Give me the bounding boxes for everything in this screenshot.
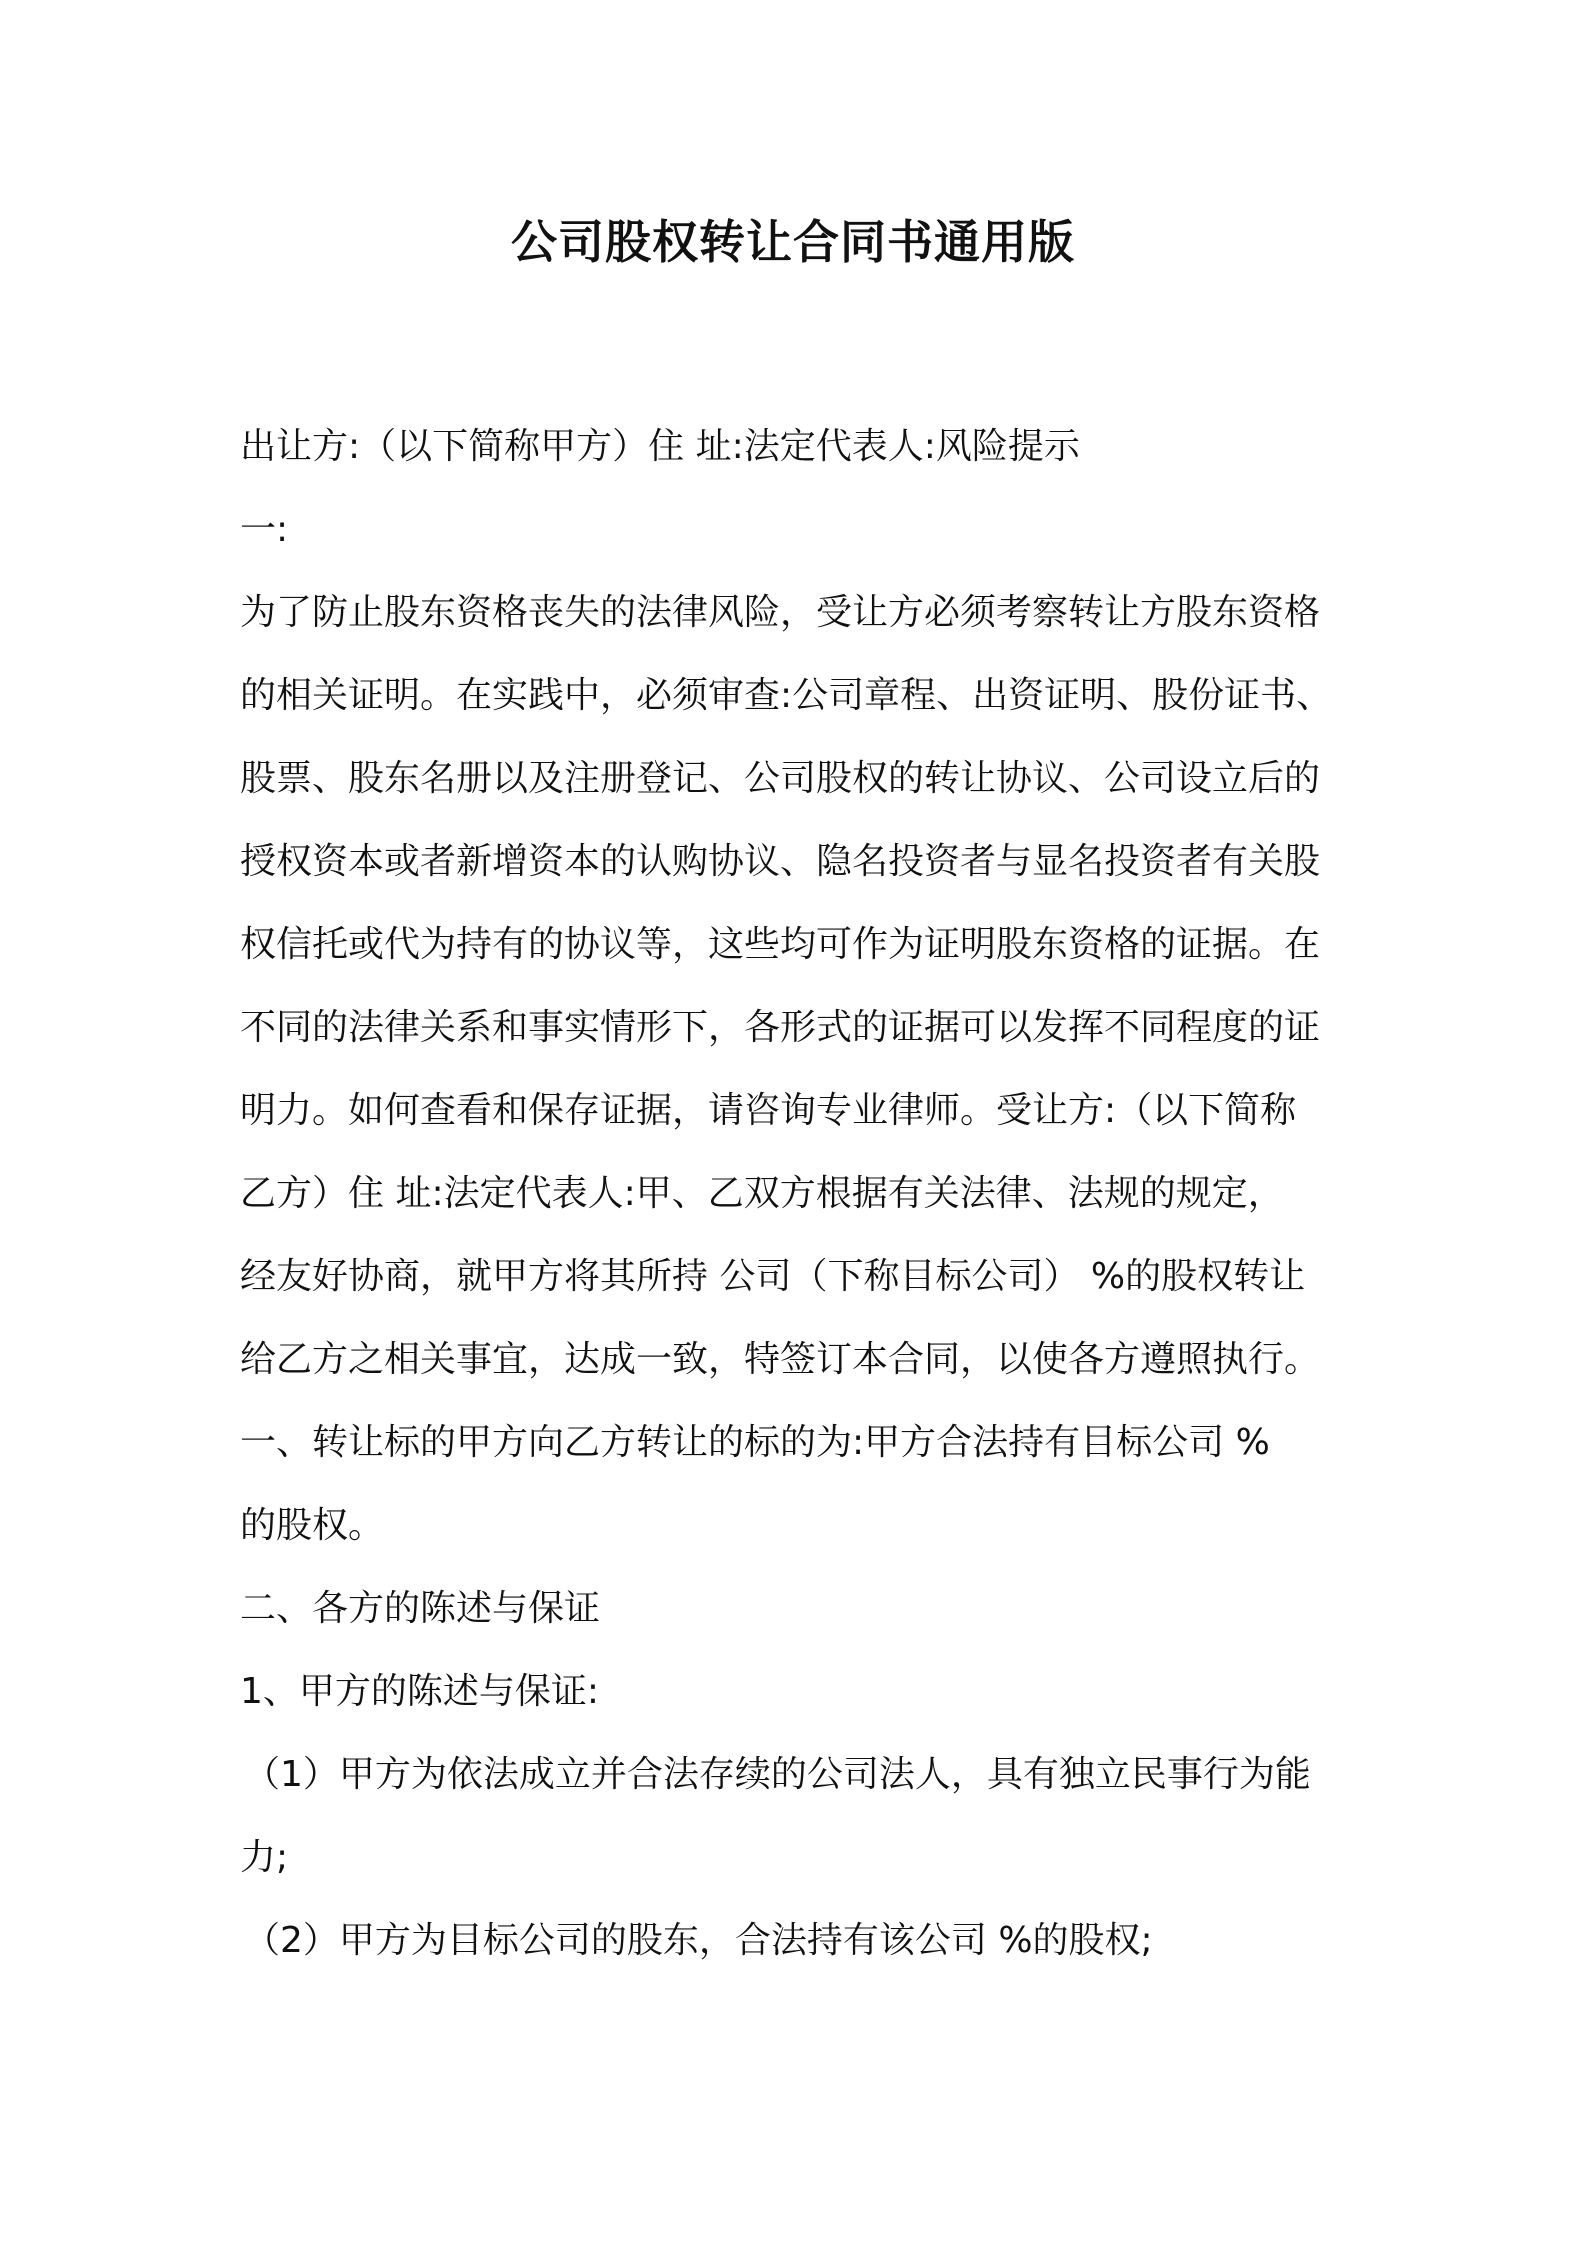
body-line-7: 权信托或代为持有的协议等，这些均可作为证明股东资格的证据。在: [240, 924, 1321, 965]
body-line-17: （1）甲方为依法成立并合法存续的公司法人，具有独立民事行为能: [244, 1754, 1311, 1795]
body-line-3: 为了防止股东资格丧失的法律风险，受让方必须考察转让方股东资格: [240, 592, 1321, 633]
body-line-18: 力;: [240, 1837, 289, 1878]
body-line-14: 的股权。: [240, 1505, 385, 1546]
body-line-9: 明力。如何查看和保存证据，请咨询专业律师。受让方:（以下简称: [240, 1090, 1297, 1131]
body-line-19: （2）甲方为目标公司的股东，合法持有该公司 %的股权;: [244, 1920, 1153, 1961]
body-line-16: 1、甲方的陈述与保证:: [240, 1671, 600, 1712]
body-line-5: 股票、股东名册以及注册登记、公司股权的转让协议、公司设立后的: [240, 758, 1321, 799]
document-title: 公司股权转让合同书通用版: [511, 215, 1075, 269]
document-body: [240, 405, 1360, 1982]
body-line-2: 一:: [240, 509, 289, 550]
body-line-10: 乙方）住 址:法定代表人:甲、乙双方根据有关法律、法规的规定，: [240, 1173, 1284, 1214]
body-line-15: 二、各方的陈述与保证: [240, 1588, 601, 1629]
body-line-1: 出让方:（以下简称甲方）住 址:法定代表人:风险提示: [240, 426, 1080, 467]
body-line-13: 一、转让标的甲方向乙方转让的标的为:甲方合法持有目标公司 %: [240, 1422, 1270, 1463]
body-line-6: 授权资本或者新增资本的认购协议、隐名投资者与显名投资者有关股: [240, 841, 1321, 882]
body-line-11: 经友好协商，就甲方将其所持 公司（下称目标公司） %的股权转让: [240, 1256, 1306, 1297]
body-line-12: 给乙方之相关事宜，达成一致，特签订本合同，以使各方遵照执行。: [240, 1339, 1321, 1380]
body-line-8: 不同的法律关系和事实情形下，各形式的证据可以发挥不同程度的证: [240, 1007, 1321, 1048]
body-line-4: 的相关证明。在实践中，必须审查:公司章程、出资证明、股份证书、: [240, 675, 1333, 716]
